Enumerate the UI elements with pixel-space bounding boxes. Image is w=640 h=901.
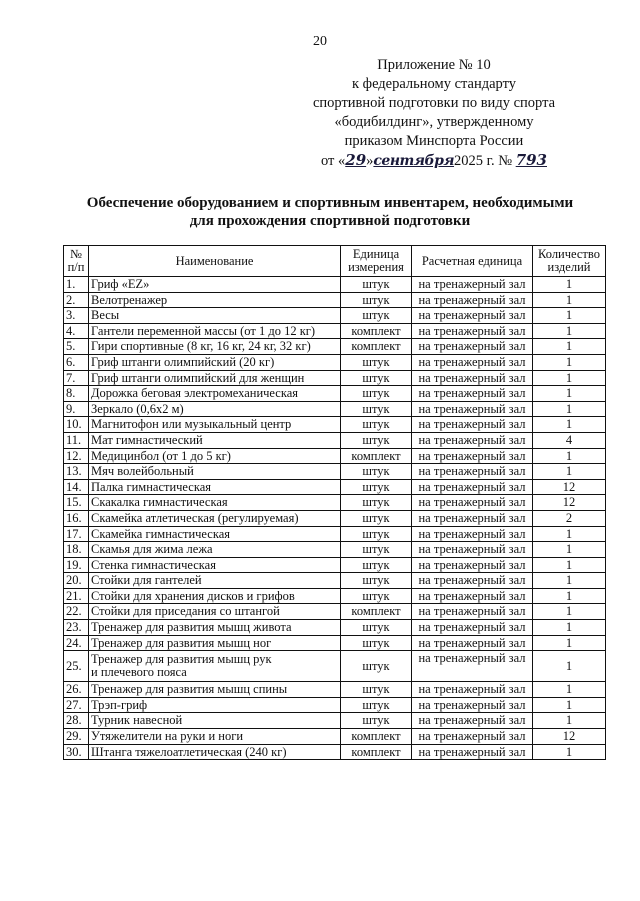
row-number: 5. [64, 339, 89, 355]
row-unit: комплект [341, 323, 412, 339]
table-row [64, 277, 606, 293]
row-unit: штук [341, 401, 412, 417]
document-title [40, 194, 620, 230]
row-calc-unit: на тренажерный зал [412, 495, 533, 511]
row-unit: штук [341, 682, 412, 698]
row-quantity: 4 [533, 432, 606, 448]
row-quantity: 1 [533, 386, 606, 402]
row-number: 22. [64, 604, 89, 620]
row-calc-unit: на тренажерный зал [412, 635, 533, 651]
row-unit: штук [341, 635, 412, 651]
row-name: Утяжелители на руки и ноги [89, 729, 341, 745]
row-unit: штук [341, 386, 412, 402]
row-number: 23. [64, 620, 89, 636]
row-name: Гриф штанги олимпийский (20 кг) [89, 354, 341, 370]
table-row [64, 557, 606, 573]
row-number: 17. [64, 526, 89, 542]
row-calc-unit: на тренажерный зал [412, 510, 533, 526]
title-line-1: Обеспечение оборудованием и спортивным инвентарем, необходимыми [86, 195, 574, 211]
row-unit: штук [341, 432, 412, 448]
row-calc-unit: на тренажерный зал [412, 386, 533, 402]
row-quantity: 1 [533, 464, 606, 480]
row-calc-unit: на тренажерный зал [412, 479, 533, 495]
row-unit: штук [341, 526, 412, 542]
row-calc-unit: на тренажерный зал [412, 604, 533, 620]
appendix-header [294, 56, 574, 171]
row-name: Скамейка гимнастическая [89, 526, 341, 542]
row-quantity: 1 [533, 697, 606, 713]
row-name: Скамья для жима лежа [89, 542, 341, 558]
header-calc-unit: Расчетная единица [412, 246, 533, 277]
row-quantity: 1 [533, 620, 606, 636]
table-row [64, 479, 606, 495]
row-unit: комплект [341, 729, 412, 745]
row-number: 2. [64, 292, 89, 308]
row-number: 1. [64, 277, 89, 293]
row-calc-unit: на тренажерный зал [412, 354, 533, 370]
table-row [64, 542, 606, 558]
row-unit: штук [341, 620, 412, 636]
table-row [64, 417, 606, 433]
row-name: Штанга тяжелоатлетическая (240 кг) [89, 744, 341, 760]
header-unit: Единица измерения [341, 246, 412, 277]
appendix-line: к федеральному стандарту [352, 76, 516, 92]
row-quantity: 1 [533, 526, 606, 542]
row-number: 29. [64, 729, 89, 745]
row-unit: штук [341, 495, 412, 511]
row-quantity: 1 [533, 401, 606, 417]
row-quantity: 1 [533, 635, 606, 651]
row-name: Мат гимнастический [89, 432, 341, 448]
row-calc-unit: на тренажерный зал [412, 432, 533, 448]
row-calc-unit: на тренажерный зал [412, 370, 533, 386]
row-name: Велотренажер [89, 292, 341, 308]
row-quantity: 2 [533, 510, 606, 526]
row-number: 18. [64, 542, 89, 558]
row-quantity: 1 [533, 292, 606, 308]
header-quantity: Количество изделий [533, 246, 606, 277]
row-calc-unit: на тренажерный зал [412, 277, 533, 293]
row-number: 26. [64, 682, 89, 698]
row-calc-unit: на тренажерный зал [412, 401, 533, 417]
table-row [64, 682, 606, 698]
row-unit: штук [341, 588, 412, 604]
row-quantity: 12 [533, 479, 606, 495]
row-quantity: 12 [533, 495, 606, 511]
row-unit: штук [341, 308, 412, 324]
row-name: Гантели переменной массы (от 1 до 12 кг) [89, 323, 341, 339]
table-row [64, 323, 606, 339]
row-calc-unit: на тренажерный зал [412, 620, 533, 636]
table-row [64, 339, 606, 355]
row-number: 19. [64, 557, 89, 573]
row-name: Гриф «EZ» [89, 277, 341, 293]
row-quantity: 1 [533, 604, 606, 620]
row-number: 13. [64, 464, 89, 480]
table-row [64, 401, 606, 417]
table-row [64, 354, 606, 370]
row-calc-unit: на тренажерный зал [412, 464, 533, 480]
row-name: Мяч волейбольный [89, 464, 341, 480]
row-quantity: 1 [533, 370, 606, 386]
row-name: Тренажер для развития мышц ног [89, 635, 341, 651]
table-row [64, 386, 606, 402]
row-calc-unit: на тренажерный зал [412, 729, 533, 745]
row-unit: комплект [341, 744, 412, 760]
row-quantity: 1 [533, 557, 606, 573]
row-number: 15. [64, 495, 89, 511]
row-name: Гриф штанги олимпийский для женщин [89, 370, 341, 386]
row-name: Гири спортивные (8 кг, 16 кг, 24 кг, 32 кг) [89, 339, 341, 355]
table-row [64, 432, 606, 448]
row-unit: штук [341, 510, 412, 526]
row-number: 10. [64, 417, 89, 433]
table-row [64, 370, 606, 386]
row-unit: штук [341, 354, 412, 370]
header-name: Наименование [89, 246, 341, 277]
row-name: Тренажер для развития мышц рук и плечевого пояса [89, 651, 341, 682]
row-number: 24. [64, 635, 89, 651]
row-calc-unit: на тренажерный зал [412, 542, 533, 558]
row-quantity: 1 [533, 448, 606, 464]
row-calc-unit: на тренажерный зал [412, 588, 533, 604]
page-number: 20 [313, 34, 327, 49]
row-name: Стенка гимнастическая [89, 557, 341, 573]
row-number: 21. [64, 588, 89, 604]
title-line-2: для прохождения спортивной подготовки [189, 213, 471, 229]
row-name: Дорожка беговая электромеханическая [89, 386, 341, 402]
row-unit: штук [341, 417, 412, 433]
row-unit: штук [341, 697, 412, 713]
row-calc-unit: на тренажерный зал [412, 713, 533, 729]
row-name: Весы [89, 308, 341, 324]
row-unit: штук [341, 292, 412, 308]
row-quantity: 1 [533, 573, 606, 589]
row-calc-unit: на тренажерный зал [412, 573, 533, 589]
table-row [64, 651, 606, 682]
row-number: 25. [64, 651, 89, 682]
table-row [64, 588, 606, 604]
row-number: 11. [64, 432, 89, 448]
row-number: 28. [64, 713, 89, 729]
row-unit: штук [341, 557, 412, 573]
date-year: 2025 г. № [454, 153, 513, 169]
row-unit: штук [341, 573, 412, 589]
table-row [64, 308, 606, 324]
row-calc-unit: на тренажерный зал [412, 308, 533, 324]
row-quantity: 1 [533, 323, 606, 339]
row-name: Скамейка атлетическая (регулируемая) [89, 510, 341, 526]
row-name: Медицинбол (от 1 до 5 кг) [89, 448, 341, 464]
row-unit: комплект [341, 448, 412, 464]
row-quantity: 1 [533, 713, 606, 729]
row-number: 12. [64, 448, 89, 464]
row-calc-unit: на тренажерный зал [412, 697, 533, 713]
row-number: 8. [64, 386, 89, 402]
row-number: 7. [64, 370, 89, 386]
row-unit: штук [341, 370, 412, 386]
table-row [64, 573, 606, 589]
row-name: Зеркало (0,6х2 м) [89, 401, 341, 417]
row-name: Палка гимнастическая [89, 479, 341, 495]
row-number: 27. [64, 697, 89, 713]
row-unit: комплект [341, 339, 412, 355]
row-quantity: 1 [533, 682, 606, 698]
date-mid: » [366, 153, 374, 169]
row-calc-unit: на тренажерный зал [412, 651, 533, 682]
row-quantity: 1 [533, 354, 606, 370]
appendix-line: спортивной подготовки по виду спорта [312, 95, 556, 111]
row-quantity: 1 [533, 542, 606, 558]
row-calc-unit: на тренажерный зал [412, 557, 533, 573]
appendix-line: «бодибилдинг», утвержденному [334, 114, 534, 130]
row-calc-unit: на тренажерный зал [412, 417, 533, 433]
order-date-line [294, 151, 574, 171]
row-unit: штук [341, 464, 412, 480]
equipment-table [63, 245, 606, 760]
row-name: Турник навесной [89, 713, 341, 729]
row-quantity: 1 [533, 651, 606, 682]
row-quantity: 1 [533, 277, 606, 293]
row-number: 20. [64, 573, 89, 589]
row-unit: штук [341, 651, 412, 682]
row-calc-unit: на тренажерный зал [412, 339, 533, 355]
row-number: 6. [64, 354, 89, 370]
table-row [64, 292, 606, 308]
row-name: Магнитофон или музыкальный центр [89, 417, 341, 433]
row-number: 4. [64, 323, 89, 339]
table-row [64, 620, 606, 636]
handwritten-day: 29 [345, 151, 367, 169]
table-row [64, 729, 606, 745]
row-unit: штук [341, 277, 412, 293]
row-name: Стойки для приседания со штангой [89, 604, 341, 620]
appendix-line: приказом Минспорта России [344, 133, 524, 149]
table-header-row [64, 246, 606, 277]
table-row [64, 448, 606, 464]
row-number: 14. [64, 479, 89, 495]
row-number: 9. [64, 401, 89, 417]
row-unit: штук [341, 542, 412, 558]
row-calc-unit: на тренажерный зал [412, 292, 533, 308]
row-number: 16. [64, 510, 89, 526]
row-name: Трэп-гриф [89, 697, 341, 713]
row-quantity: 1 [533, 339, 606, 355]
row-unit: штук [341, 479, 412, 495]
row-quantity: 1 [533, 417, 606, 433]
handwritten-order-number: 793 [515, 151, 547, 169]
row-calc-unit: на тренажерный зал [412, 323, 533, 339]
row-quantity: 1 [533, 588, 606, 604]
row-quantity: 1 [533, 744, 606, 760]
row-unit: комплект [341, 604, 412, 620]
appendix-title: Приложение № 10 [377, 57, 491, 73]
header-num: № п/п [64, 246, 89, 277]
row-quantity: 1 [533, 308, 606, 324]
table-row [64, 604, 606, 620]
row-unit: штук [341, 713, 412, 729]
row-name: Стойки для гантелей [89, 573, 341, 589]
row-number: 3. [64, 308, 89, 324]
table-row [64, 697, 606, 713]
row-name: Тренажер для развития мышц спины [89, 682, 341, 698]
row-calc-unit: на тренажерный зал [412, 526, 533, 542]
table-row [64, 495, 606, 511]
row-name: Стойки для хранения дисков и грифов [89, 588, 341, 604]
row-name: Скакалка гимнастическая [89, 495, 341, 511]
table-row [64, 510, 606, 526]
table-row [64, 635, 606, 651]
row-name: Тренажер для развития мышц живота [89, 620, 341, 636]
row-number: 30. [64, 744, 89, 760]
table-row [64, 464, 606, 480]
row-calc-unit: на тренажерный зал [412, 448, 533, 464]
handwritten-month: сентября [373, 153, 455, 169]
row-quantity: 12 [533, 729, 606, 745]
row-calc-unit: на тренажерный зал [412, 744, 533, 760]
row-calc-unit: на тренажерный зал [412, 682, 533, 698]
date-prefix: от « [320, 153, 346, 169]
table-body [64, 277, 606, 760]
table-row [64, 744, 606, 760]
table-row [64, 713, 606, 729]
table-row [64, 526, 606, 542]
